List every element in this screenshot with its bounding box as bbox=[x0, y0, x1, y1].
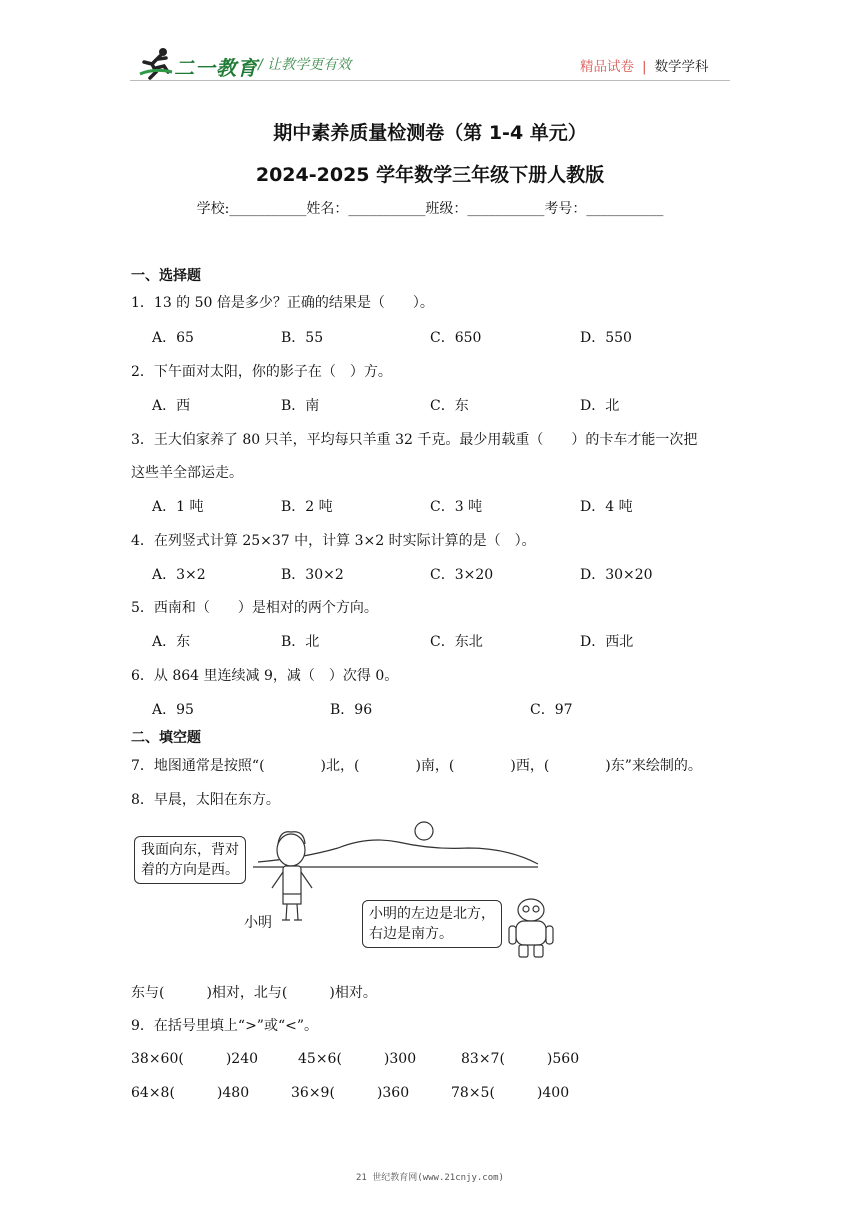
section-heading-choice: 一、选择题 bbox=[131, 268, 201, 284]
boy-figure-icon bbox=[272, 832, 312, 920]
q1-option-b: B．55 bbox=[281, 330, 324, 346]
q5-option-c: C．东北 bbox=[430, 634, 483, 650]
page-header bbox=[0, 0, 860, 90]
question-8: 8．早晨，太阳在东方。 bbox=[131, 792, 280, 808]
q9-item: 83×7( )560 bbox=[461, 1051, 580, 1067]
q5-option-d: D．西北 bbox=[580, 634, 634, 650]
question-2: 2．下午面对太阳，你的影子在（ ）方。 bbox=[131, 364, 392, 380]
question-6: 6．从 864 里连续减 9，减（ ）次得 0。 bbox=[131, 668, 399, 684]
q9-item: 36×9( )360 bbox=[291, 1085, 410, 1101]
boy-name-label: 小明 bbox=[244, 915, 272, 931]
q3-option-c: C．3 吨 bbox=[430, 499, 483, 515]
q8-illustration bbox=[128, 812, 568, 972]
bubble2-line1: 小明的左边是北方， bbox=[369, 906, 495, 922]
exam-title: 期中素养质量检测卷（第 1-4 单元） bbox=[273, 122, 587, 144]
page-footer: 21 世纪教育网(www.21cnjy.com) bbox=[356, 1173, 504, 1183]
tag-separator: | bbox=[642, 59, 647, 75]
question-9: 9．在括号里填上“>”或“<”。 bbox=[131, 1018, 318, 1034]
sun-icon bbox=[415, 822, 433, 840]
q3-option-b: B．2 吨 bbox=[281, 499, 333, 515]
question-3-continued: 这些羊全部运走。 bbox=[131, 465, 243, 481]
q9-item: 45×6( )300 bbox=[298, 1051, 417, 1067]
q1-option-d: D．550 bbox=[580, 330, 632, 346]
brand-logo-text: 二一教育 bbox=[174, 56, 258, 80]
runner-logo-icon bbox=[138, 46, 174, 80]
q3-option-a: A．1 吨 bbox=[152, 499, 204, 515]
q2-option-d: D．北 bbox=[580, 398, 620, 414]
exam-subtitle: 2024-2025 学年数学三年级下册人教版 bbox=[255, 164, 605, 186]
question-8-answer: 东与( )相对，北与( )相对。 bbox=[131, 985, 377, 1001]
q3-option-d: D．4 吨 bbox=[580, 499, 633, 515]
question-5: 5．西南和（ ）是相对的两个方向。 bbox=[131, 600, 378, 616]
q5-option-a: A．东 bbox=[152, 634, 191, 650]
q4-option-d: D．30×20 bbox=[580, 567, 653, 583]
robot-figure-icon bbox=[509, 899, 553, 957]
q9-item: 64×8( )480 bbox=[131, 1085, 250, 1101]
q5-option-b: B．北 bbox=[281, 634, 320, 650]
q2-option-b: B．南 bbox=[281, 398, 320, 414]
question-3: 3．王大伯家养了 80 只羊，平均每只羊重 32 千克。最少用载重（ ）的卡车才能一次把 bbox=[131, 432, 698, 448]
student-info-line: 学校:___________姓名：___________班级：___________考号：___________ bbox=[196, 201, 664, 217]
section-heading-fill: 二、填空题 bbox=[131, 730, 201, 746]
q2-option-a: A．西 bbox=[152, 398, 191, 414]
brand-slogan: / 让教学更有效 bbox=[258, 57, 352, 73]
q9-item: 78×5( )400 bbox=[451, 1085, 570, 1101]
q6-option-a: A．95 bbox=[152, 702, 194, 718]
subject-tag: 数学学科 bbox=[654, 59, 709, 75]
bubble2-line2: 右边是南方。 bbox=[369, 926, 453, 942]
bubble1-line1: 我面向东，背对 bbox=[141, 842, 239, 858]
question-1: 1．13 的 50 倍是多少？正确的结果是（ ）。 bbox=[131, 295, 434, 311]
q1-option-a: A．65 bbox=[152, 330, 194, 346]
q2-option-c: C．东 bbox=[430, 398, 469, 414]
q4-option-c: C．3×20 bbox=[430, 567, 494, 583]
q9-item: 38×60( )240 bbox=[131, 1051, 259, 1067]
bubble1-line2: 着的方向是西。 bbox=[141, 862, 239, 878]
header-divider bbox=[130, 80, 730, 81]
xiaoming-speech-bubble bbox=[134, 836, 246, 884]
q1-option-c: C．650 bbox=[430, 330, 482, 346]
question-4: 4．在列竖式计算 25×37 中，计算 3×2 时实际计算的是（ ）。 bbox=[131, 533, 536, 549]
robot-speech-bubble bbox=[362, 900, 502, 948]
q6-option-b: B．96 bbox=[330, 702, 373, 718]
question-7: 7．地图通常是按照“( )北，( )南，( )西，( )东”来绘制的。 bbox=[131, 758, 702, 774]
premium-tag: 精品试卷 bbox=[580, 59, 634, 75]
q4-option-b: B．30×2 bbox=[281, 567, 344, 583]
header-tags bbox=[580, 55, 709, 75]
q4-option-a: A．3×2 bbox=[152, 567, 206, 583]
q6-option-c: C．97 bbox=[530, 702, 573, 718]
